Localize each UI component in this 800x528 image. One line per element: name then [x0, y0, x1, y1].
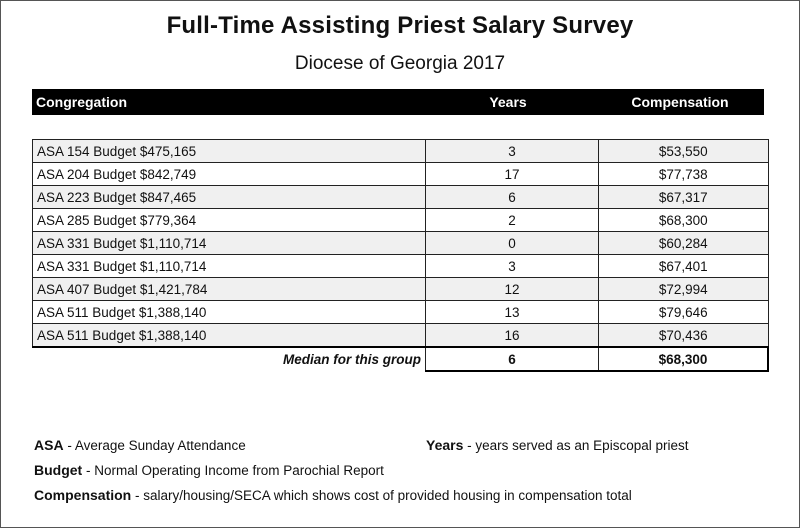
table-header: [32, 89, 764, 115]
compensation-cell: $53,550: [599, 140, 769, 163]
page-subtitle: Diocese of Georgia 2017: [294, 53, 506, 74]
table-row: [33, 301, 769, 324]
compensation-cell: $67,401: [599, 255, 769, 278]
compensation-cell: $68,300: [599, 209, 769, 232]
congregation-cell: ASA 285 Budget $779,364: [33, 209, 426, 232]
legend-compensation-term: Compensation: [34, 487, 132, 503]
column-header-years: Years: [489, 94, 527, 110]
salary-table: [32, 139, 769, 372]
page-title: Full-Time Assisting Priest Salary Survey: [166, 12, 634, 39]
table-row: [33, 255, 769, 278]
table-row: [33, 140, 769, 163]
table-row: [33, 324, 769, 348]
legend-asa-desc: - Average Sunday Attendance: [63, 438, 246, 453]
compensation-cell: $79,646: [599, 301, 769, 324]
table-row: [33, 232, 769, 255]
congregation-cell: ASA 331 Budget $1,110,714: [33, 255, 426, 278]
congregation-cell: ASA 511 Budget $1,388,140: [33, 324, 426, 348]
legend-years: [426, 437, 688, 453]
congregation-cell: ASA 331 Budget $1,110,714: [33, 232, 426, 255]
legend-budget-term: Budget: [34, 462, 83, 478]
table-row: [33, 209, 769, 232]
compensation-cell: $72,994: [599, 278, 769, 301]
column-header-congregation: Congregation: [36, 94, 127, 110]
table-row: [33, 186, 769, 209]
median-row: [33, 347, 769, 371]
congregation-cell: ASA 407 Budget $1,421,784: [33, 278, 426, 301]
congregation-cell: ASA 154 Budget $475,165: [33, 140, 426, 163]
table-row: [33, 278, 769, 301]
legend-asa-term: ASA: [34, 437, 64, 453]
years-cell: 3: [426, 140, 599, 163]
median-years: 6: [426, 347, 599, 371]
years-cell: 3: [426, 255, 599, 278]
compensation-cell: $77,738: [599, 163, 769, 186]
legend-asa: [34, 437, 246, 453]
years-cell: 2: [426, 209, 599, 232]
legend-compensation: [34, 487, 632, 503]
median-label: Median for this group: [33, 347, 426, 371]
years-cell: 12: [426, 278, 599, 301]
legend-years-desc: - years served as an Episcopal priest: [463, 438, 689, 453]
years-cell: 13: [426, 301, 599, 324]
column-header-compensation: Compensation: [631, 94, 729, 110]
compensation-cell: $67,317: [599, 186, 769, 209]
congregation-cell: ASA 223 Budget $847,465: [33, 186, 426, 209]
legend-budget-desc: - Normal Operating Income from Parochial Report: [82, 463, 384, 478]
table-row: [33, 163, 769, 186]
legend-compensation-desc: - salary/housing/SECA which shows cost of provided housing in compensation total: [131, 488, 632, 503]
median-compensation: $68,300: [599, 347, 769, 371]
years-cell: 6: [426, 186, 599, 209]
congregation-cell: ASA 511 Budget $1,388,140: [33, 301, 426, 324]
congregation-cell: ASA 204 Budget $842,749: [33, 163, 426, 186]
years-cell: 17: [426, 163, 599, 186]
years-cell: 0: [426, 232, 599, 255]
compensation-cell: $70,436: [599, 324, 769, 348]
legend-budget: [34, 462, 384, 478]
legend-years-term: Years: [426, 437, 464, 453]
compensation-cell: $60,284: [599, 232, 769, 255]
years-cell: 16: [426, 324, 599, 348]
